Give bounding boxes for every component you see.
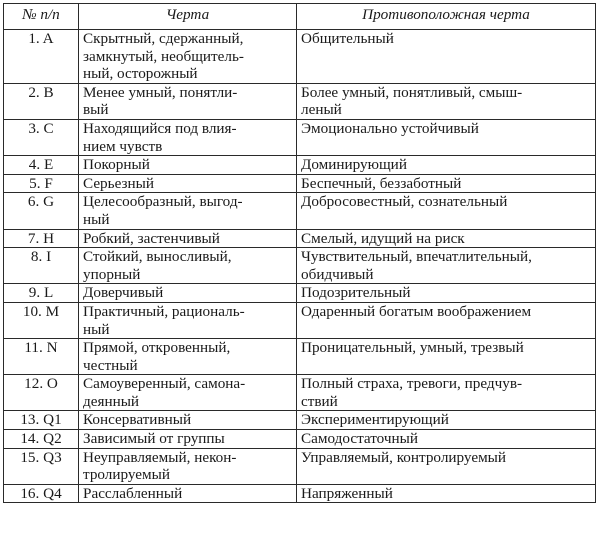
opposite-trait-cell bbox=[297, 174, 596, 193]
trait-text-line: Менее умный, понятли- bbox=[83, 83, 238, 101]
trait-cell bbox=[79, 174, 297, 193]
trait-text-line: Практичный, рациональ- bbox=[83, 302, 245, 320]
row-number: 2. B bbox=[4, 83, 79, 119]
opposite-trait-cell bbox=[297, 484, 596, 503]
table-row bbox=[4, 156, 596, 175]
table-row bbox=[4, 248, 596, 284]
opposite-trait-text-line: Эмоционально устойчивый bbox=[301, 119, 479, 137]
opposite-trait-cell bbox=[297, 375, 596, 411]
trait-text-line: деянный bbox=[83, 392, 140, 410]
table-row bbox=[4, 174, 596, 193]
opposite-trait-cell bbox=[297, 248, 596, 284]
trait-text-line: Консервативный bbox=[83, 411, 192, 429]
opposite-trait-cell bbox=[297, 156, 596, 175]
header-row bbox=[4, 4, 596, 30]
opposite-trait-text-line: Чувствительный, впечатлительный, bbox=[301, 248, 532, 266]
row-number: 1. A bbox=[4, 30, 79, 84]
trait-text-line: ный bbox=[83, 320, 110, 338]
opposite-trait-cell bbox=[297, 339, 596, 375]
table-row bbox=[4, 339, 596, 375]
row-number: 4. E bbox=[4, 156, 79, 175]
trait-text-line: Доверчивый bbox=[83, 284, 164, 302]
row-number: 9. L bbox=[4, 284, 79, 303]
opposite-trait-cell bbox=[297, 30, 596, 84]
trait-text-line: Зависимый от группы bbox=[83, 430, 225, 448]
table-row bbox=[4, 411, 596, 430]
opposite-trait-text-line: Самодостаточный bbox=[301, 430, 418, 448]
trait-text-line: нием чувств bbox=[83, 137, 163, 155]
trait-cell bbox=[79, 302, 297, 338]
row-number: 11. N bbox=[4, 339, 79, 375]
header-trait: Черта bbox=[79, 4, 297, 30]
opposite-trait-text-line: Более умный, понятливый, смыш- bbox=[301, 83, 523, 101]
trait-text-line: Находящийся под влия- bbox=[83, 119, 237, 137]
traits-table-container bbox=[3, 3, 595, 503]
trait-cell bbox=[79, 411, 297, 430]
opposite-trait-text-line: Одаренный богатым воображением bbox=[301, 302, 532, 320]
table-row bbox=[4, 30, 596, 84]
trait-text-line: Расслабленный bbox=[83, 484, 183, 502]
table-row bbox=[4, 484, 596, 503]
trait-cell bbox=[79, 229, 297, 248]
opposite-trait-text-line: Добросовестный, сознательный bbox=[301, 193, 508, 211]
opposite-trait-text-line: Общительный bbox=[301, 30, 394, 47]
trait-text-line: честный bbox=[83, 356, 138, 374]
opposite-trait-text-line: Полный страха, тревоги, предчув- bbox=[301, 375, 523, 393]
opposite-trait-cell bbox=[297, 430, 596, 449]
row-number: 13. Q1 bbox=[4, 411, 79, 430]
trait-text-line: ный, осторожный bbox=[83, 65, 198, 83]
table-row bbox=[4, 193, 596, 229]
trait-cell bbox=[79, 119, 297, 155]
trait-cell bbox=[79, 193, 297, 229]
table-row bbox=[4, 302, 596, 338]
header-opposite-trait: Противоположная черта bbox=[297, 4, 596, 30]
opposite-trait-text-line: Доминирующий bbox=[301, 156, 407, 174]
trait-cell bbox=[79, 156, 297, 175]
row-number: 14. Q2 bbox=[4, 430, 79, 449]
table-header bbox=[4, 4, 596, 30]
opposite-trait-text-line: леный bbox=[301, 101, 342, 119]
opposite-trait-cell bbox=[297, 284, 596, 303]
trait-text-line: ный bbox=[83, 210, 110, 228]
table-row bbox=[4, 229, 596, 248]
opposite-trait-text-line: Напряженный bbox=[301, 484, 393, 502]
table-row bbox=[4, 284, 596, 303]
opposite-trait-text-line: Беспечный, беззаботный bbox=[301, 174, 462, 192]
table-row bbox=[4, 375, 596, 411]
row-number: 6. G bbox=[4, 193, 79, 229]
trait-cell bbox=[79, 284, 297, 303]
row-number: 8. I bbox=[4, 248, 79, 284]
table-row bbox=[4, 448, 596, 484]
trait-cell bbox=[79, 30, 297, 84]
row-number: 16. Q4 bbox=[4, 484, 79, 503]
trait-text-line: Неуправляемый, некон- bbox=[83, 448, 237, 466]
opposite-trait-cell bbox=[297, 302, 596, 338]
opposite-trait-text-line: ствий bbox=[301, 392, 338, 410]
header-number: № п/п bbox=[4, 4, 79, 30]
opposite-trait-cell bbox=[297, 83, 596, 119]
row-number: 5. F bbox=[4, 174, 79, 193]
opposite-trait-cell bbox=[297, 119, 596, 155]
trait-cell bbox=[79, 248, 297, 284]
trait-text-line: Покорный bbox=[83, 156, 150, 174]
opposite-trait-text-line: Управляемый, контролируемый bbox=[301, 448, 507, 466]
trait-cell bbox=[79, 448, 297, 484]
row-number: 12. O bbox=[4, 375, 79, 411]
row-number: 15. Q3 bbox=[4, 448, 79, 484]
trait-cell bbox=[79, 484, 297, 503]
table-body bbox=[4, 30, 596, 503]
traits-table bbox=[3, 3, 596, 503]
row-number: 7. H bbox=[4, 229, 79, 248]
trait-text-line: Робкий, застенчивый bbox=[83, 229, 220, 247]
trait-cell bbox=[79, 375, 297, 411]
trait-text-line: упорный bbox=[83, 265, 141, 283]
row-number: 3. C bbox=[4, 119, 79, 155]
opposite-trait-text-line: Смелый, идущий на риск bbox=[301, 229, 465, 247]
trait-text-line: Целесообразный, выгод- bbox=[83, 193, 243, 211]
table-row bbox=[4, 83, 596, 119]
trait-text-line: Серьезный bbox=[83, 174, 154, 192]
trait-text-line: замкнутый, необщитель- bbox=[83, 47, 244, 65]
opposite-trait-text-line: Подозрительный bbox=[301, 284, 411, 302]
table-row bbox=[4, 119, 596, 155]
trait-text-line: Прямой, откровенный, bbox=[83, 339, 231, 357]
trait-text-line: Самоуверенный, самона- bbox=[83, 375, 246, 393]
opposite-trait-text-line: Экспериментирующий bbox=[301, 411, 449, 429]
opposite-trait-cell bbox=[297, 229, 596, 248]
opposite-trait-cell bbox=[297, 411, 596, 430]
opposite-trait-text-line: обидчивый bbox=[301, 265, 374, 283]
trait-cell bbox=[79, 339, 297, 375]
trait-cell bbox=[79, 83, 297, 119]
trait-text-line: тролируемый bbox=[83, 466, 170, 484]
opposite-trait-text-line: Проницательный, умный, трезвый bbox=[301, 339, 524, 357]
trait-text-line: Скрытный, сдержанный, bbox=[83, 30, 244, 47]
trait-text-line: вый bbox=[83, 101, 109, 119]
trait-cell bbox=[79, 430, 297, 449]
opposite-trait-cell bbox=[297, 193, 596, 229]
row-number: 10. M bbox=[4, 302, 79, 338]
trait-text-line: Стойкий, выносливый, bbox=[83, 248, 232, 266]
table-row bbox=[4, 430, 596, 449]
opposite-trait-cell bbox=[297, 448, 596, 484]
